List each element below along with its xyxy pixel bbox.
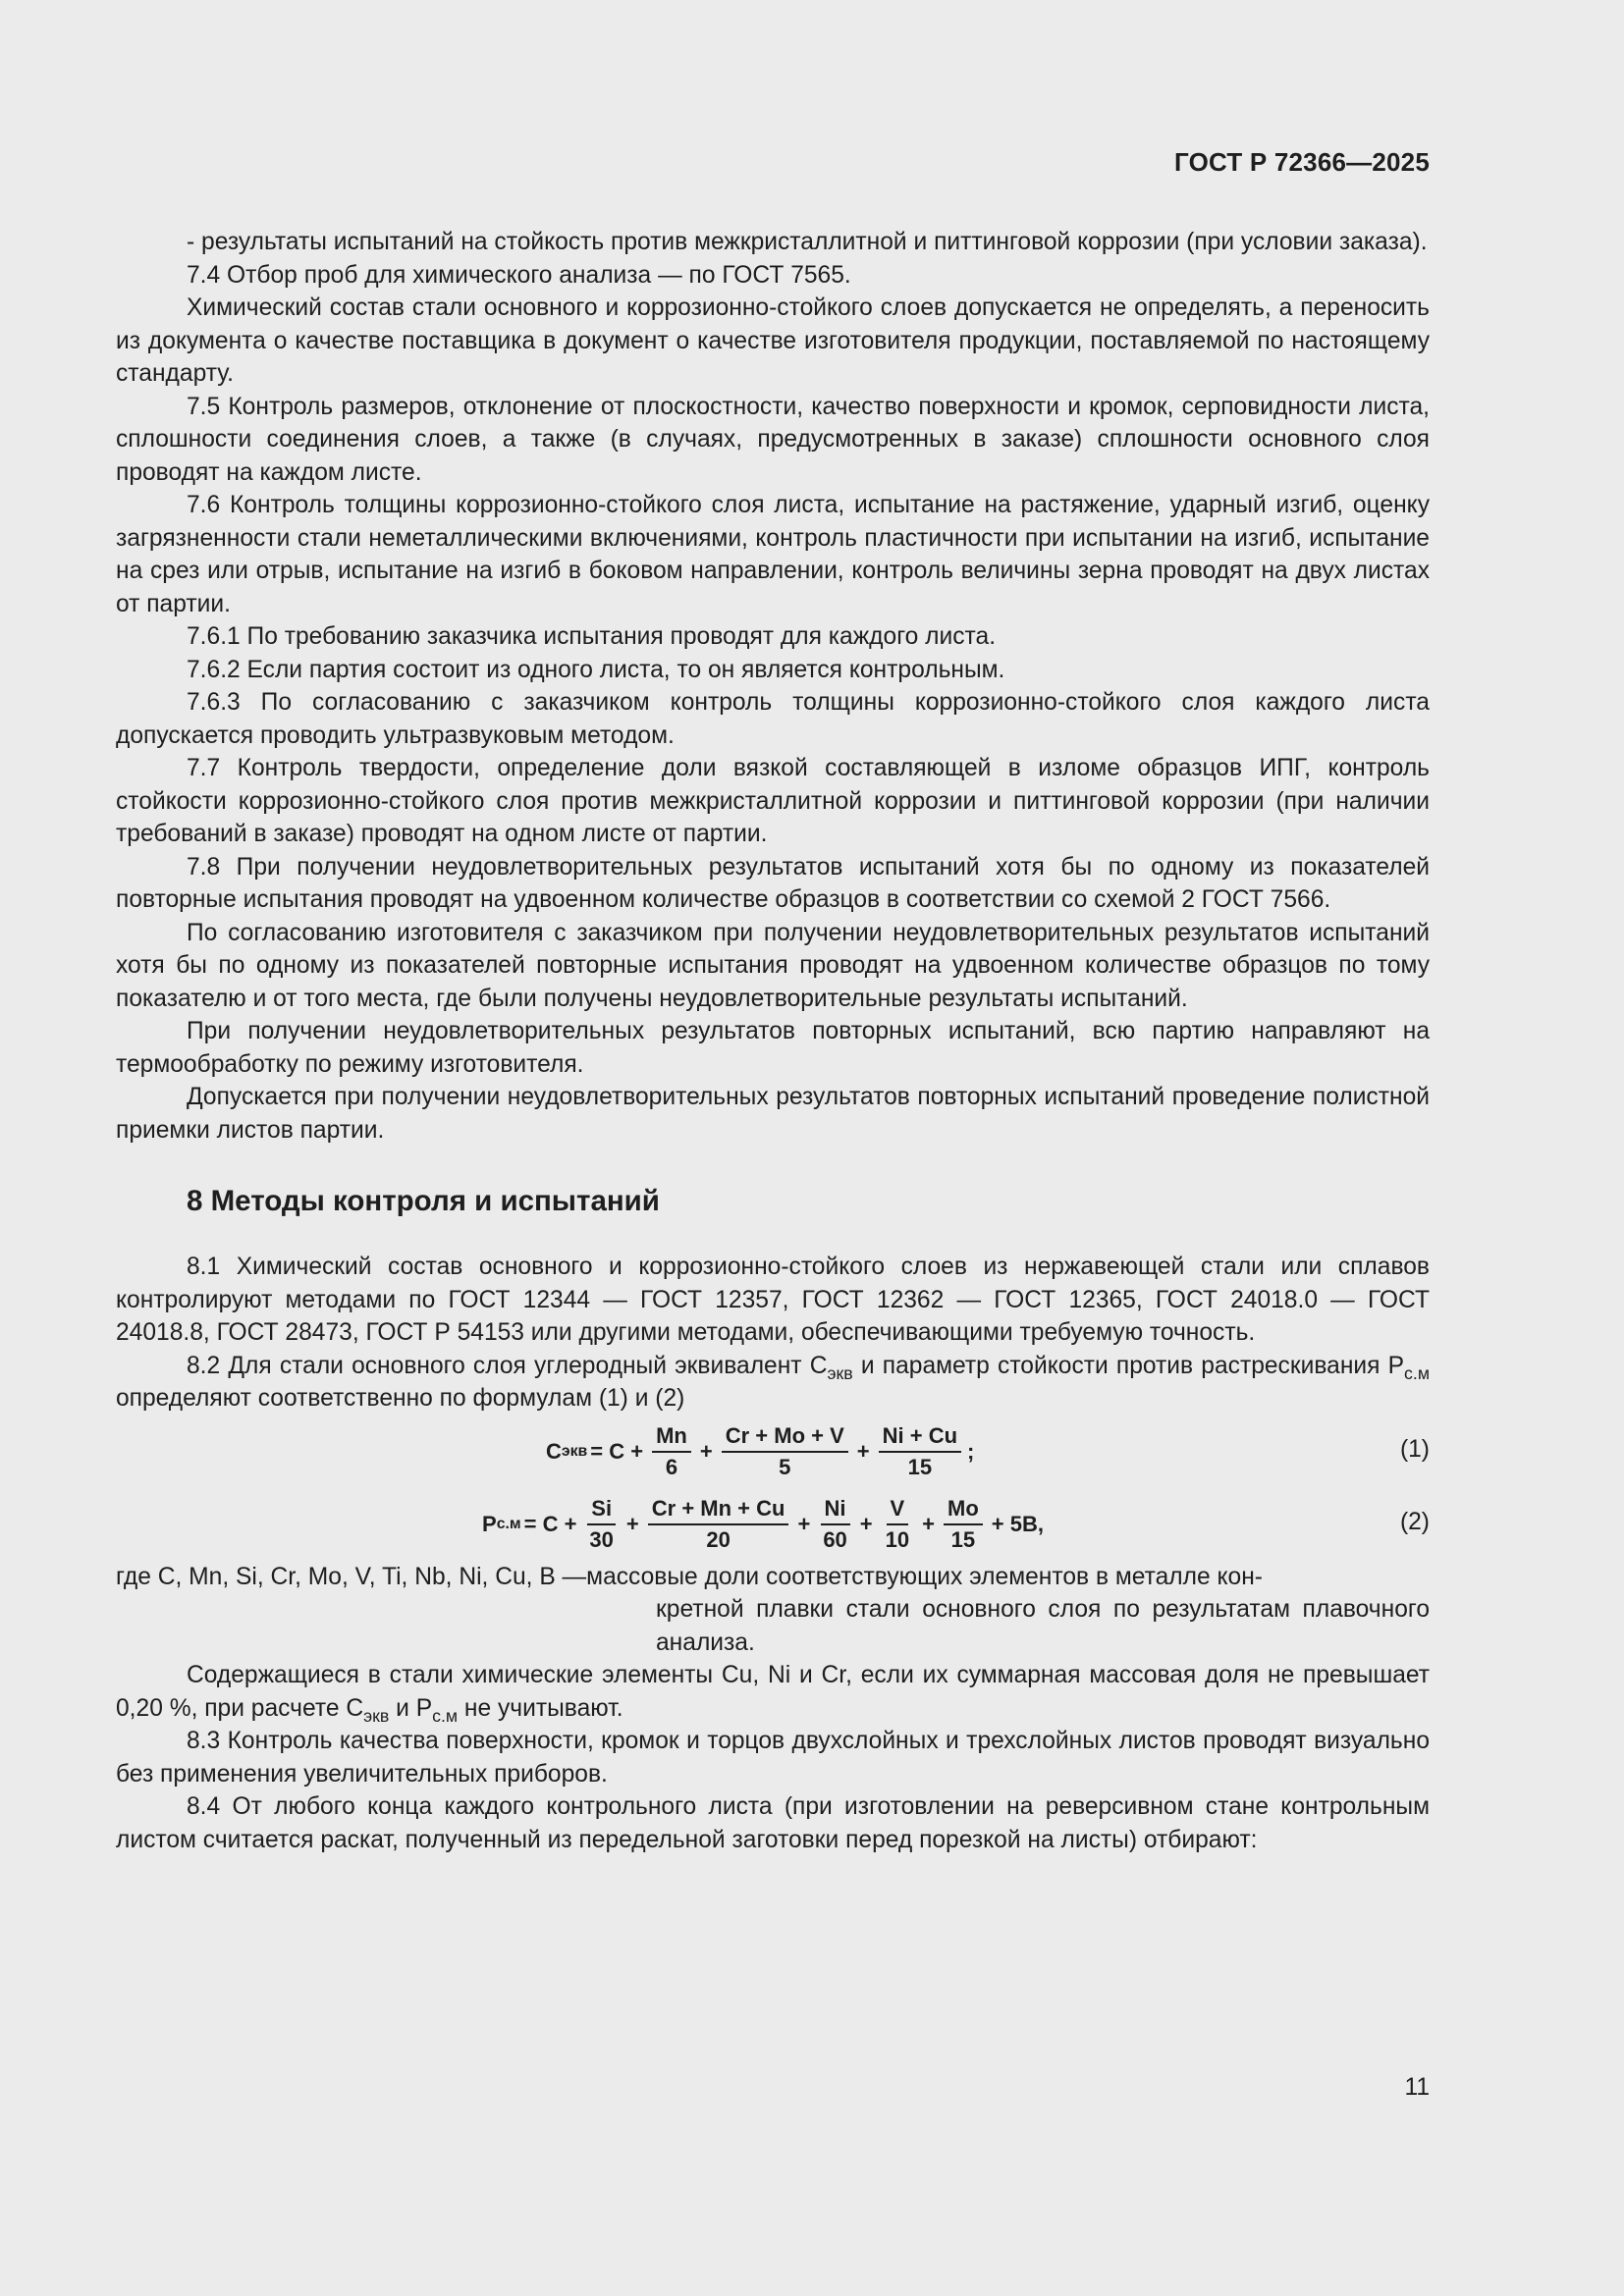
paragraph: 7.5 Контроль размеров, отклонение от плоскостности, качество поверхности и кромок, серповидности листа, сплошности соединения слоев, а также (в случаях, предусмотренных в заказе) сплошности основного слоя проводят на каждом листе.	[116, 393, 1430, 486]
formula-legend-continuation: кретной плавки стали основного слоя по результатам плавочного анализа.	[656, 1596, 1430, 1656]
paragraph: Химический состав стали основного и коррозионно-стойкого слоев допускается не определять, а переносить из документа о качестве поставщика в документ о качестве изготовителя продукции, поставляемой по настоящему стандарту.	[116, 294, 1430, 387]
formula-2: P с.м = C + $\frac{Si}{30}$ + $\frac{Cr + Mn + Cu}{20}$ + $\frac{Ni}{60}$ + $\frac{V}{10}$ + $\frac{Mo}{15}$ + 5B, (2)	[482, 1495, 1430, 1552]
paragraph-8-3: 8.3 Контроль качества поверхности, кромок и торцов двухслойных и трехслойных листов проводят визуально без применения увеличительных приборов.	[116, 1728, 1430, 1788]
formula-1: C экв = C + $\frac{Mn}{6}$ + $\frac{Cr + Mo + V}{5}$ + $\frac{Ni + Cu}{15}$ ; (1)	[546, 1422, 1430, 1479]
document-header: ГОСТ Р 72366—2025	[1174, 147, 1430, 177]
paragraph-8-1: 8.1 Химический состав основного и коррозионно-стойкого слоев из нержавеющей стали или сплавов контролируют методами по ГОСТ 12344 — ГОСТ 12357, ГОСТ 12362 — ГОСТ 12365, ГОСТ 24018.0 — ГОСТ 24018.8, ГОСТ 28473, ГОСТ Р 54153 или другими методами, обеспечивающими требуемую точность.	[116, 1254, 1430, 1346]
paragraph: - результаты испытаний на стойкость против межкристаллитной и питтинговой коррозии (при условии заказа).	[187, 229, 1428, 255]
paragraph: Содержащиеся в стали химические элементы Cu, Ni и Cr, если их суммарная массовая доля не превышает 0,20 %, при расчете $С_{экв}$ и $Р_{с.м}$ не учитывают.	[116, 1662, 1430, 1726]
formula-number: (2)	[1399, 1508, 1430, 1535]
paragraph: 7.6.2 Если партия состоит из одного листа, то он является контрольным.	[187, 656, 1005, 683]
page-number: 11	[1404, 2074, 1430, 2101]
section-heading: 8 Методы контроля и испытаний	[187, 1185, 660, 1217]
paragraph: 7.7 Контроль твердости, определение доли вязкой составляющей в изломе образцов ИПГ, контроль стойкости коррозионно-стойкого слоя против межкристаллитной коррозии и питтинговой коррозии (при наличии требований в заказе) проводят на одном листе от партии.	[116, 755, 1430, 847]
paragraph: По согласованию изготовителя с заказчиком при получении неудовлетворительных результатов испытаний хотя бы по одному из показателей повторные испытания проводят на удвоенном количестве образцов по тому показателю и от того места, где были получены неудовлетворительные результаты испытаний.	[116, 919, 1430, 1012]
page-content	[116, 226, 1430, 1856]
paragraph: 7.6.1 По требованию заказчика испытания проводят для каждого листа.	[187, 623, 997, 650]
paragraph-8-2: 8.2 Для стали основного слоя углеродный эквивалент $С_{экв}$ и параметр стойкости против растрескивания $Р_{с.м}$ определяют соответственно по формулам (1) и (2)	[116, 1352, 1430, 1412]
formula-number: (1)	[1399, 1435, 1430, 1463]
paragraph: При получении неудовлетворительных результатов повторных испытаний, всю партию направляют на термообработку по режиму изготовителя.	[116, 1018, 1430, 1078]
paragraph: 7.6 Контроль толщины коррозионно-стойкого слоя листа, испытание на растяжение, ударный изгиб, оценку загрязненности стали неметаллическими включениями, контроль пластичности при испытании на изгиб, испытание на срез или отрыв, испытание на изгиб в боковом направлении, контроль величины зерна проводят на двух листах от партии.	[116, 492, 1430, 617]
formula-legend: где C, Mn, Si, Cr, Mo, V, Ti, Nb, Ni, Cu, B — массовые доли соответствующих элементов в металле кон-	[116, 1563, 1263, 1590]
paragraph: Допускается при получении неудовлетворительных результатов повторных испытаний проведение полистной приемки листов партии.	[116, 1084, 1430, 1144]
paragraph: 7.8 При получении неудовлетворительных результатов испытаний хотя бы по одному из показателей повторные испытания проводят на удвоенном количестве образцов в соответствии со схемой 2 ГОСТ 7566.	[116, 853, 1430, 913]
paragraph: 7.6.3 По согласованию с заказчиком контроль толщины коррозионно-стойкого слоя каждого листа допускается проводить ультразвуковым методом.	[116, 689, 1430, 749]
paragraph-8-4: 8.4 От любого конца каждого контрольного листа (при изготовлении на реверсивном стане контрольным листом считается раскат, полученный из передельной заготовки перед порезкой на листы) отбирают:	[116, 1793, 1430, 1853]
paragraph: 7.4 Отбор проб для химического анализа — по ГОСТ 7565.	[187, 261, 851, 289]
